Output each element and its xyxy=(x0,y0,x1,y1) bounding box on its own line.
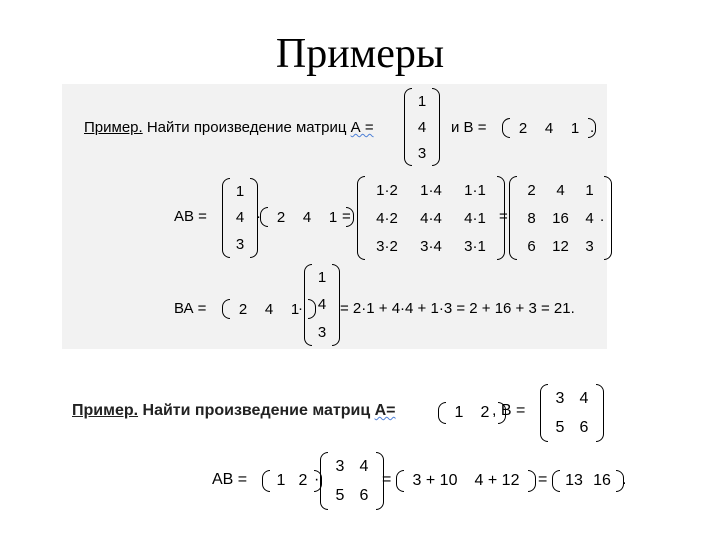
result-row xyxy=(552,470,627,492)
matrix-cell: 3 xyxy=(317,323,327,341)
matrix-cell: 3 xyxy=(335,457,345,475)
equals-sign: = xyxy=(382,471,392,488)
equals-sign: = xyxy=(499,208,508,225)
matrix-cell: 4·2 xyxy=(376,209,398,227)
matrix-cell: 3 xyxy=(235,236,245,254)
dot-operator: · xyxy=(314,471,320,488)
matrix-cell: 3 + 10 xyxy=(412,472,458,489)
matrix-cell: 4·4 xyxy=(420,209,442,227)
equals-sign: = xyxy=(342,208,351,225)
matrix-cell: 1 xyxy=(454,404,464,421)
ab-label: АВ = xyxy=(212,471,248,488)
matrix-cell: 1·1 xyxy=(464,181,486,199)
matrix-cell: 3·4 xyxy=(420,237,442,255)
matrix-cell: 1 xyxy=(317,269,327,287)
sum-row xyxy=(396,470,536,492)
matrix-cell: 4 xyxy=(317,296,327,314)
matrix-cell: 5 xyxy=(335,486,345,504)
matrix-cell: 2 xyxy=(276,208,286,226)
matrix-cell: 2 xyxy=(527,181,536,199)
ba-expression: = 2·1 + 4·4 + 1·3 = 2 + 16 + 3 = 21. xyxy=(340,300,575,317)
matrix-b-label: и В = xyxy=(451,119,487,136)
matrix-cell: 3 xyxy=(417,144,427,162)
matrix-b-label: , В = xyxy=(492,402,526,419)
matrix-cell: 4 xyxy=(556,181,565,199)
matrix-cell: 3 xyxy=(555,389,565,407)
matrix-cell: 6 xyxy=(359,486,369,504)
slide-title: Примеры xyxy=(275,31,445,77)
matrix-cell: 4 xyxy=(302,208,312,226)
matrix-cell: 4 xyxy=(579,389,589,407)
matrix-cell: 2 xyxy=(298,472,308,489)
matrix-cell: 2 xyxy=(480,404,490,421)
dot-operator: · xyxy=(256,208,261,225)
matrix-cell: 4 + 12 xyxy=(474,472,520,489)
matrix-cell: 16 xyxy=(593,472,611,489)
matrix-cell: 1 xyxy=(328,208,338,226)
matrix-cell: 1·4 xyxy=(420,181,442,199)
matrix-cell: 8 xyxy=(527,209,536,227)
matrix-cell: 12 xyxy=(552,237,569,255)
matrix-b xyxy=(320,452,384,510)
matrix-cell: 2 xyxy=(238,300,248,318)
matrix-cell: 1 xyxy=(417,92,427,110)
matrix-a-label: А = xyxy=(350,119,374,136)
matrix-cell: 1 xyxy=(290,300,300,318)
period: . xyxy=(600,208,605,225)
matrix-cell: 4 xyxy=(544,119,554,137)
matrix-a-label: А= xyxy=(374,402,396,419)
matrix-cell: 6 xyxy=(579,418,589,436)
matrix-cell: 4 xyxy=(264,300,274,318)
matrix-cell: 4 xyxy=(417,118,427,136)
ba-label: ВА = xyxy=(174,300,207,317)
matrix-cell: 4·1 xyxy=(464,209,486,227)
ab-label: АВ = xyxy=(174,208,207,225)
matrix-cell: 3·2 xyxy=(376,237,398,255)
matrix-cell: 1 xyxy=(585,181,594,199)
task-text: Найти произведение матриц xyxy=(146,119,347,136)
example-2-statement xyxy=(72,402,396,420)
task-text: Найти произведение матриц xyxy=(142,402,371,419)
matrix-cell: 1 xyxy=(276,472,286,489)
example-label: Пример. xyxy=(84,119,143,136)
matrix-cell: 4 xyxy=(359,457,369,475)
matrix-cell: 3 xyxy=(585,237,594,255)
matrix-cell: 4 xyxy=(235,209,245,227)
matrix-cell: 6 xyxy=(527,237,536,255)
matrix-cell: 13 xyxy=(565,472,583,489)
matrix-cell: 1·2 xyxy=(376,181,398,199)
equals-sign: = xyxy=(538,471,548,488)
row-vector xyxy=(262,470,322,492)
matrix-cell: 2 xyxy=(518,119,528,137)
example-label: Пример. xyxy=(72,402,139,419)
matrix-cell: 4 xyxy=(585,209,594,227)
dot-operator: · xyxy=(298,300,303,317)
matrix-cell: 16 xyxy=(552,209,569,227)
matrix-b xyxy=(540,384,604,442)
matrix-cell: 1 xyxy=(570,119,580,137)
matrix-cell: 5 xyxy=(555,418,565,436)
matrix-cell: 1 xyxy=(235,182,245,200)
period: . xyxy=(622,471,627,488)
matrix-cell: 3·1 xyxy=(464,237,486,255)
period: . xyxy=(590,119,595,136)
